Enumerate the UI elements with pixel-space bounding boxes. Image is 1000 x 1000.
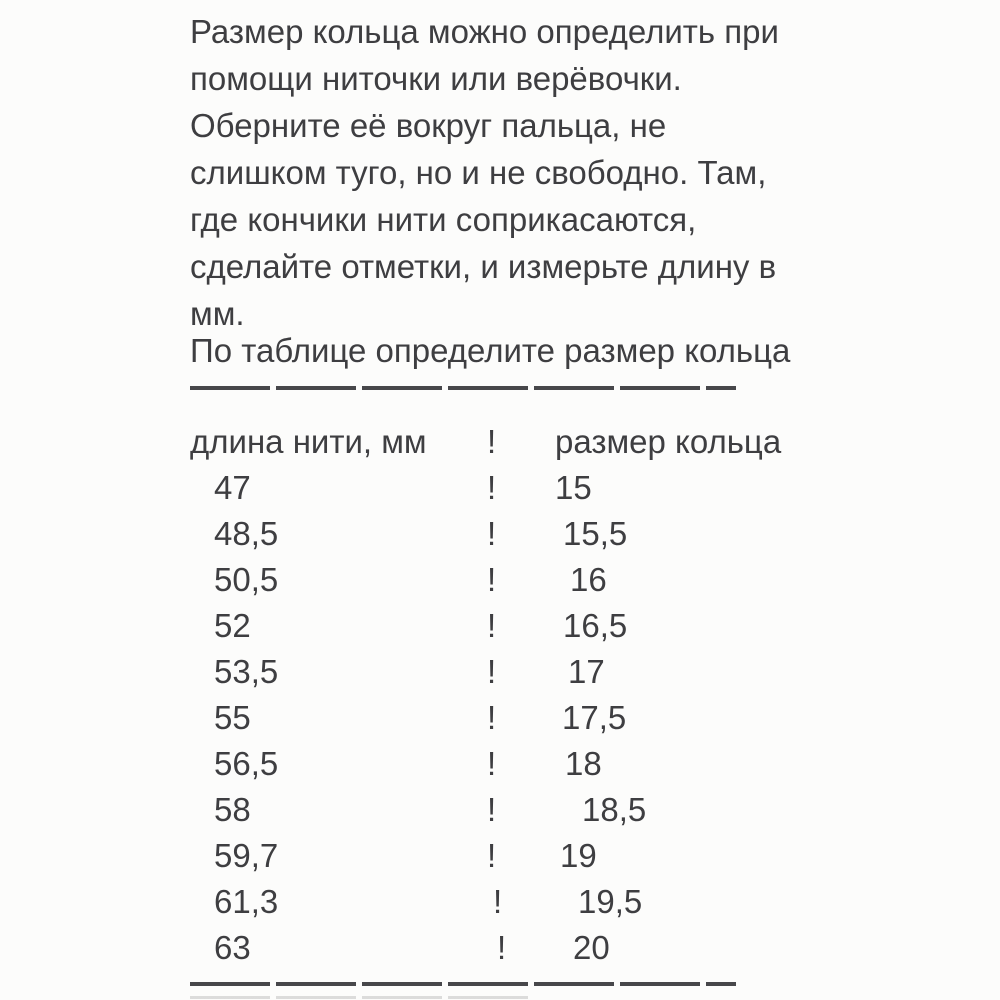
- thread-length-value: 52: [214, 607, 251, 644]
- thread-length-value: 56,5: [214, 745, 279, 782]
- ring-size-header: размер кольца: [555, 423, 782, 460]
- table-row: [190, 741, 810, 787]
- thread-length-value: 48,5: [214, 515, 279, 552]
- table-header-row: [190, 418, 810, 465]
- paragraph-line: сделайте отметки, и измерьте длину в: [190, 248, 777, 285]
- thread-length-value: 50,5: [214, 561, 279, 598]
- table-row: [190, 787, 810, 833]
- ring-size-value: 15: [555, 469, 592, 506]
- ring-size-value: 15,5: [563, 515, 628, 552]
- bottom-divider: [190, 982, 736, 986]
- table-body: [190, 465, 810, 971]
- table-row: [190, 833, 810, 879]
- ring-size-value: 19: [560, 837, 597, 874]
- top-divider: [190, 386, 736, 390]
- column-separator: !: [487, 607, 497, 644]
- column-separator: !: [497, 929, 507, 966]
- ring-size-value: 19,5: [578, 883, 643, 920]
- column-separator: !: [487, 699, 497, 736]
- thread-length-value: 53,5: [214, 653, 279, 690]
- paragraph-line: мм.: [190, 295, 245, 332]
- thread-length-header: длина нити, мм: [190, 423, 427, 460]
- ring-size-value: 17,5: [562, 699, 627, 736]
- thread-length-value: 63: [214, 929, 251, 966]
- ring-size-value: 16,5: [563, 607, 628, 644]
- paragraph-line: где кончики нити соприкасаются,: [190, 201, 697, 238]
- column-separator: !: [487, 837, 497, 874]
- ring-size-value: 18,5: [582, 791, 647, 828]
- column-separator: !: [487, 423, 497, 460]
- column-separator: !: [487, 515, 497, 552]
- paragraph-line: Оберните её вокруг пальца, не: [190, 107, 667, 144]
- table-row: [190, 879, 810, 925]
- paragraph-line: помощи ниточки или верёвочки.: [190, 60, 682, 97]
- column-separator: !: [487, 469, 497, 506]
- ring-size-value: 20: [573, 929, 610, 966]
- thread-length-value: 59,7: [214, 837, 279, 874]
- column-separator: !: [487, 745, 497, 782]
- thread-length-value: 47: [214, 469, 251, 506]
- paragraph-line: слишком туго, но и не свободно. Там,: [190, 154, 767, 191]
- thread-length-value: 55: [214, 699, 251, 736]
- column-separator: !: [487, 561, 497, 598]
- table-hint-line: По таблице определите размер кольца: [190, 332, 791, 369]
- thread-length-value: 61,3: [214, 883, 279, 920]
- table-row: [190, 511, 810, 557]
- table-row: [190, 465, 810, 511]
- table-row: [190, 649, 810, 695]
- thread-length-value: 58: [214, 791, 251, 828]
- column-separator: !: [487, 791, 497, 828]
- table-row: [190, 925, 810, 971]
- table-row: [190, 695, 810, 741]
- document-content: [190, 8, 810, 986]
- column-separator: !: [493, 883, 503, 920]
- ring-size-value: 18: [565, 745, 602, 782]
- ring-size-value: 16: [570, 561, 607, 598]
- instructions-paragraph: [190, 8, 810, 337]
- column-separator: !: [487, 653, 497, 690]
- table-row: [190, 603, 810, 649]
- paragraph-line: Размер кольца можно определить при: [190, 13, 779, 50]
- table-row: [190, 557, 810, 603]
- ring-size-value: 17: [568, 653, 605, 690]
- cropped-next-divider: [190, 996, 530, 999]
